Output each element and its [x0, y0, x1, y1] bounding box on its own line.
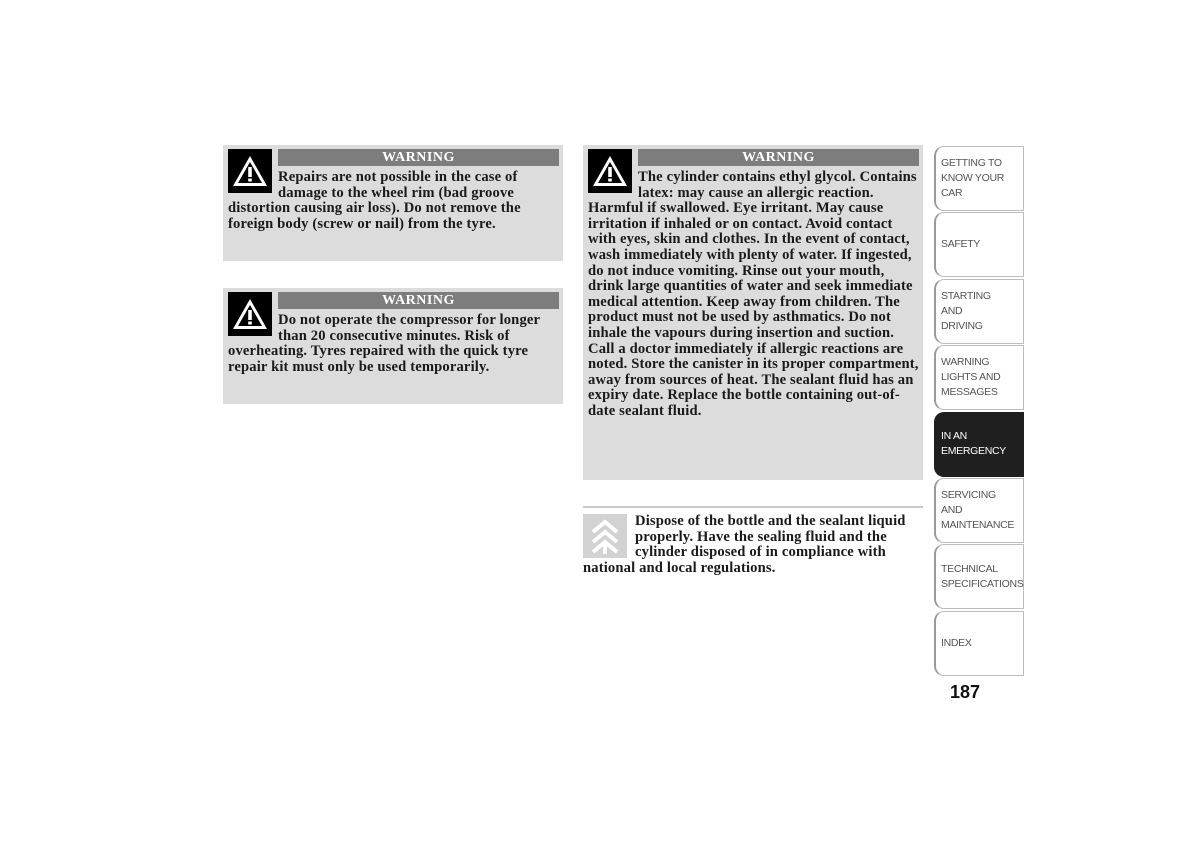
warning-text: The cylinder contains ethyl glycol. Contains latex: may cause an allergic reaction. Harmful if swallowed. Eye irritant. May cause irritation if inhaled or on contact. Avoid contact with eyes, skin and clothes. In the event of contact, wash immediately with plenty of water. If ingested, do not induce vomiting. Rinse out your mouth, drink large quantities of water and seek immediate medical attention. Keep away from children. The product must not be used by asthmatics. Do not inhale the vapours during insertion and suction. Call a doctor immediately if allergic reactions are noted. Store the canister in its proper compartment, away from sources of heat. The sealant fluid has an expiry date. Replace the bottle containing out-of-date sealant fluid.	[588, 169, 919, 419]
tab-safety[interactable]: SAFETY	[934, 212, 1024, 277]
tab-starting-and-driving[interactable]: STARTING AND DRIVING	[934, 279, 1024, 344]
warning-box-compressor	[223, 288, 563, 404]
environment-tree-icon	[583, 514, 627, 558]
environment-note	[583, 506, 923, 576]
warning-box-cylinder	[583, 145, 923, 480]
warning-box-wheel-rim	[223, 145, 563, 261]
warning-text: Repairs are not possible in the case of damage to the wheel rim (bad groove distortion causing air loss). Do not remove the foreign body (screw or nail) from the tyre.	[228, 169, 521, 232]
section-tabs	[934, 146, 1024, 677]
environment-note-text: Dispose of the bottle and the sealant liquid properly. Have the sealing fluid and the cylinder disposed of in compliance with national and local regulations.	[583, 513, 906, 576]
warning-triangle-icon	[228, 149, 272, 193]
tab-warning-lights-and-messages[interactable]: WARNING LIGHTS AND MESSAGES	[934, 345, 1024, 410]
warning-triangle-icon	[228, 292, 272, 336]
tab-servicing-and-maintenance[interactable]: SERVICING AND MAINTENANCE	[934, 478, 1024, 543]
warning-text: Do not operate the compressor for longer than 20 consecutive minutes. Risk of overheating. Tyres repaired with the quick tyre repair kit must only be used temporarily.	[228, 312, 540, 375]
warning-header: WARNING	[638, 149, 919, 166]
warning-header: WARNING	[278, 292, 559, 309]
tab-getting-to-know-your-car[interactable]: GETTING TO KNOW YOUR CAR	[934, 146, 1024, 211]
warning-header: WARNING	[278, 149, 559, 166]
tab-technical-specifications[interactable]: TECHNICAL SPECIFICATIONS	[934, 544, 1024, 609]
divider	[583, 506, 923, 508]
page-number: 187	[950, 682, 981, 702]
warning-triangle-icon	[588, 149, 632, 193]
tab-in-an-emergency[interactable]: IN AN EMERGENCY	[934, 412, 1024, 477]
tab-index[interactable]: INDEX	[934, 611, 1024, 676]
